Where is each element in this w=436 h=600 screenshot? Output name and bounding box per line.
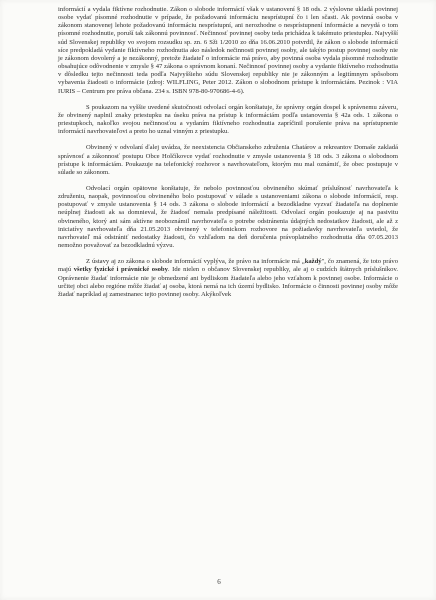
- page-number: 6: [217, 578, 221, 586]
- paragraph-1: informácií a vydala fiktívne rozhodnutie. Zákon o slobode informácií však v ustanovení § 18 ods. 2 výslovne ukladá povinnej osobe vydať písomné rozhodnutie v prípade, že požadovanú informáciu nesprístupní čo i len sčasti. Ak povinná osoba v zákonom stanovenej lehote požadovanú informáciu nesprístupní, ani nerozhodne o nesprístupnení informácie a nevydá o tom písomné rozhodnutie, poruší tak zákonnú povinnosť. Nečinnosť povinnej osoby teda prichádza k takémuto priestupku. Najvyšší súd Slovenskej republiky vo svojom rozsudku sp. zn. 6 Sži 1/2010 zo dňa 16.06.2010 potvrdil, že zákon o slobode informácií síce predpokladá vydanie fiktívneho rozhodnutia ako následok nečinnosti povinnej osoby, ale takýto postup povinnej osoby nie je zákonom dovolený a je nezákonný, pretože žiadateľ o informácie má právo, aby povinná osoba vydala písomné rozhodnutie obsahujúce odôvodnenie v zmysle § 47 zákona o správnom konaní. Nečinnosť povinnej osoby a vydanie fiktívneho rozhodnutia v dôsledku tejto nečinnosti teda podľa Najvyššieho súdu Slovenskej republiky nie je zákonným a legitímnym spôsobom vybavenia žiadosti o informácie (zdroj: WILFLING, Peter 2012. Zákon o slobodnom prístupe k informáciám. Pezinok : VIA IURIS – Centrum pre práva občana. 234 s. ISBN 978-80-970686-4-6).: [58, 6, 398, 95]
- paragraph-3: Obvinený v odvolaní ďalej uvádza, že neexistencia Občianskeho združenia Chatárov a rekreantov Domaše zakladá správnosť a zákonnosť postupu Obce Holčíkovce vydať rozhodnutie v zmysle ustanovenia § 18 ods. 3 zákona o slobodnom prístupe k informáciám. Poukazuje na telefonický rozhovor s navrhovateľom, ktorým mu mal oznámiť, že obec postupuje v súlade so zákonom.: [58, 144, 398, 176]
- paragraph-5-text-before: Z ústavy aj zo zákona o slobode informácií vyplýva, že právo na informácie má „: [86, 258, 305, 266]
- paragraph-4: Odvolací orgán opätovne konštatuje, že nebolo povinnosťou obvineného skúmať príslušnosť navrhovateľa k združeniu, naopak, povinnosťou obvineného bolo postupovať v súlade s ustanoveniami zákona o slobode informácií, resp. postupovať v zmysle ustanovenia § 14 ods. 3 zákona o slobode informácií a bezodkladne vyzvať žiadateľa na doplnenie neúplnej žiadosti ak sa domnieval, že žiadosť nemala predpísané náležitosti. Odvolací orgán poukazuje aj na pasivitu obvineného, ktorý ani sám aktívne neoboznámil navrhovateľa o potrebe odstránenia údajných nedostatkov žiadosti, ale až z iniciatívy navrhovateľa dňa 21.05.2013 obvinený v telefonickom rozhovore na požiadavky navrhovateľa uviedol, že navrhovateľ má odstrániť nedostatky žiadosti, čo vzhľadom na deň doručenia právoplatného rozhodnutia dňa 07.05.2013 nemožno považovať za bezodkladnú výzvu.: [58, 184, 398, 250]
- paragraph-5-text-after: . Ide nielen o občanov Slovenskej republiky, ale aj o cudzích štátnych príslušníkov. Oprávnenie žiadať informácie nie je obmedzené ani bydliskom žiadateľa alebo jeho vzťahom k povinnej osobe. Informácie o určitej obci alebo regióne môže žiadať aj osoba, ktorá nemá na ich území bydlisko. Informácie o činnosti povinnej osoby môže žiadať napríklad aj zamestnanec tejto povinnej osoby. Akýkoľvek: [58, 266, 398, 298]
- paragraph-2: S poukazom na vyššie uvedené skutočnosti odvolací orgán konštatuje, že správny orgán dospel k správnemu záveru, že obvinený naplnil znaky priestupku na úseku práva na prístup k informáciám podľa ustanovenia § 42a ods. 1 zákona o priestupkoch, nakoľko svojou nečinnosťou a vydaním fiktívneho rozhodnutia zapríčinil porušenie práva na sprístupnenie informácií navrhovateľovi a preto ho uznal vinným z priestupku.: [58, 103, 398, 136]
- document-body: [58, 6, 398, 307]
- paragraph-5-bold-kazdy: každý: [304, 258, 322, 266]
- paragraph-5-text-mid: ", čo znamená, že toto právo majú: [58, 258, 398, 274]
- paragraph-5-bold-osoby: všetky fyzické i právnické osoby: [73, 266, 168, 274]
- paragraph-5: [58, 258, 398, 299]
